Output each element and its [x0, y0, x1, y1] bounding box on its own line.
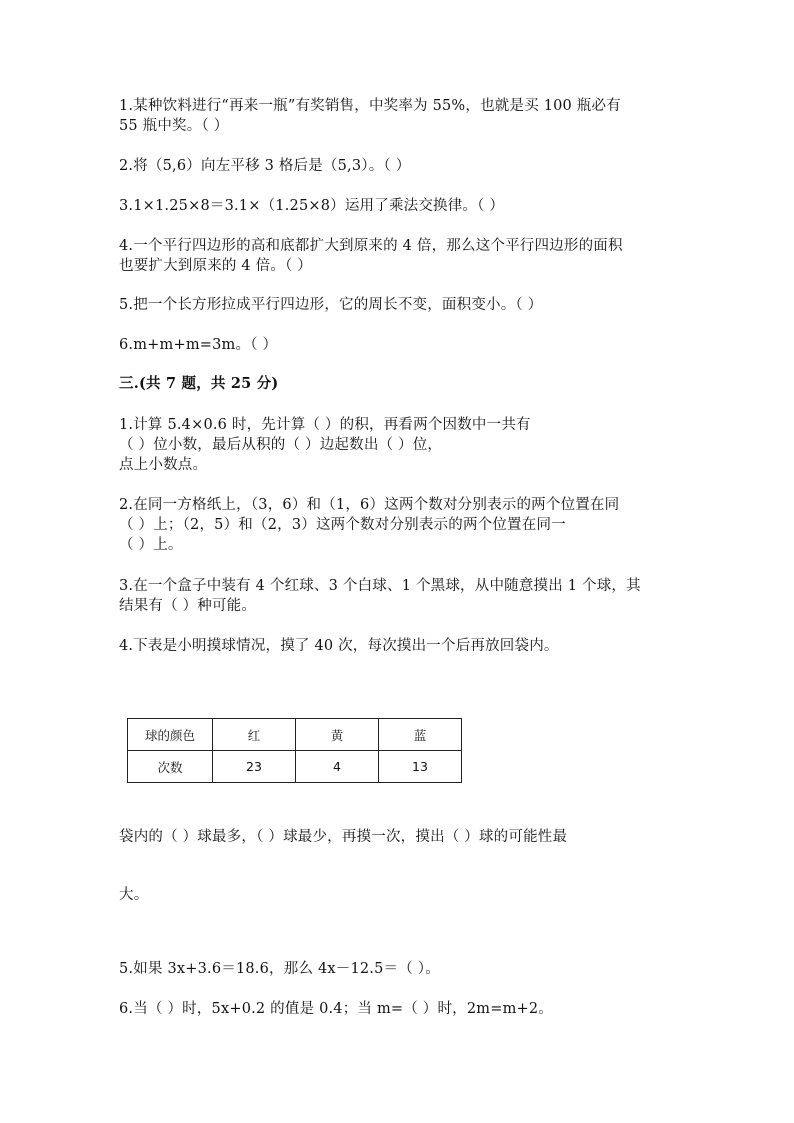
table-cell: 次数 — [128, 751, 213, 783]
fill-question-1 — [119, 415, 679, 475]
fill-q1-line2: （ ）位小数，最后从积的（ ）边起数出（ ）位， — [119, 437, 443, 453]
table-header-cell: 球的颜色 — [128, 719, 213, 751]
judge-question-5: 5.把一个长方形拉成平行四边形，它的周长不变，面积变小。（ ） — [119, 297, 543, 313]
fill-q1-line3: 点上小数点。 — [119, 457, 208, 473]
table-cell: 4 — [296, 751, 379, 783]
ball-draw-table — [127, 718, 462, 783]
fill-question-4-end: 大。 — [119, 887, 149, 903]
fill-question-6: 6.当（ ）时，5x+0.2 的值是 0.4；当 m=（ ）时，2m=m+2。 — [119, 1001, 553, 1017]
table-row — [128, 751, 462, 783]
judge-question-6: 6.m+m+m=3m。（ ） — [119, 337, 278, 353]
fill-q2-line3: （ ）上。 — [119, 537, 183, 553]
fill-question-2 — [119, 495, 679, 555]
fill-question-4: 4.下表是小明摸球情况，摸了 40 次，每次摸出一个后再放回袋内。 — [119, 638, 559, 654]
table-header-cell: 红 — [213, 719, 296, 751]
judge-question-3: 3.1×1.25×8＝3.1×（1.25×8）运用了乘法交换律。（ ） — [119, 198, 505, 214]
fill-q3-line2: 结果有（ ）种可能。 — [119, 598, 257, 614]
judge-q1-line1: 1.某种饮料进行“再来一瓶”有奖销售，中奖率为 55%，也就是买 100 瓶必有 — [119, 98, 621, 114]
fill-question-4-blanks: 袋内的（ ）球最多，（ ）球最少，再摸一次，摸出（ ）球的可能性最 — [119, 829, 568, 845]
fill-question-3 — [119, 576, 679, 616]
judge-question-4 — [119, 236, 679, 276]
judge-q1-line2: 55 瓶中奖。（ ） — [119, 118, 229, 134]
fill-q2-line1: 2.在同一方格纸上，（3，6）和（1，6）这两个数对分别表示的两个位置在同 — [119, 497, 620, 513]
judge-q4-line1: 4.一个平行四边形的高和底都扩大到原来的 4 倍，那么这个平行四边形的面积 — [119, 238, 623, 254]
fill-question-5: 5.如果 3x+3.6＝18.6，那么 4x－12.5＝（ ）。 — [119, 961, 440, 977]
section-3-title: 三.(共 7 题，共 25 分) — [119, 375, 279, 392]
judge-question-1 — [119, 96, 679, 136]
fill-q3-line1: 3.在一个盒子中装有 4 个红球、3 个白球、1 个黑球，从中随意摸出 1 个球，其 — [119, 578, 641, 594]
judge-question-2: 2.将（5,6）向左平移 3 格后是（5,3）。（ ） — [119, 158, 411, 174]
judge-q4-line2: 也要扩大到原来的 4 倍。（ ） — [119, 258, 313, 274]
table-cell: 23 — [213, 751, 296, 783]
fill-q1-line1: 1.计算 5.4×0.6 时，先计算（ ）的积，再看两个因数中一共有 — [119, 417, 531, 433]
table-header-cell: 黄 — [296, 719, 379, 751]
fill-q2-line2: （ ）上；（2，5）和（2，3）这两个数对分别表示的两个位置在同一 — [119, 517, 566, 533]
table-cell: 13 — [379, 751, 462, 783]
table-header-row — [128, 719, 462, 751]
table-header-cell: 蓝 — [379, 719, 462, 751]
